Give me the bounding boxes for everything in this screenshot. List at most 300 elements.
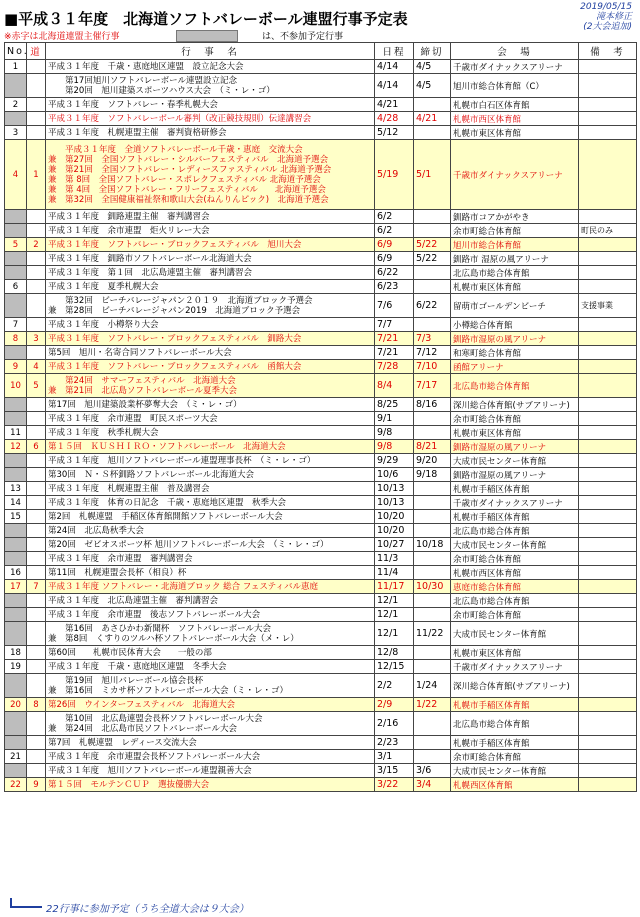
cell-no xyxy=(5,112,27,126)
cell-no: 22 xyxy=(5,778,27,792)
cell-no xyxy=(5,524,27,538)
cell-event: 第7回 札幌連盟 レディース交流大会 xyxy=(46,736,375,750)
table-row xyxy=(5,566,637,580)
cell-date: 10/27 xyxy=(375,538,414,552)
table-row xyxy=(5,538,637,552)
header-notes: 備 考 xyxy=(579,43,637,60)
table-row xyxy=(5,608,637,622)
cell-venue: 和寒町総合体育館 xyxy=(451,346,579,360)
cell-event: 平成３１年度 北広島連盟主催 審判講習会 xyxy=(46,594,375,608)
cell-deadline: 7/12 xyxy=(414,346,451,360)
cell-notes xyxy=(579,346,637,360)
cell-no xyxy=(5,764,27,778)
cell-deadline xyxy=(414,750,451,764)
cell-do: 3 xyxy=(27,332,46,346)
cell-venue: 大成市民センター体育館 xyxy=(451,454,579,468)
cell-no: 19 xyxy=(5,660,27,674)
cell-date: 7/7 xyxy=(375,318,414,332)
cell-deadline xyxy=(414,412,451,426)
cell-do: 8 xyxy=(27,698,46,712)
cell-date: 5/19 xyxy=(375,140,414,210)
cell-venue: 札幌市白石区体育館 xyxy=(451,98,579,112)
cell-notes xyxy=(579,318,637,332)
cell-no xyxy=(5,224,27,238)
cell-event: 平成３１年度 余市連盟会長杯ソフトバレーボール大会 xyxy=(46,750,375,764)
cell-venue: 大成市民センター体育館 xyxy=(451,538,579,552)
cell-do xyxy=(27,60,46,74)
cell-deadline: 11/22 xyxy=(414,622,451,646)
cell-no: 8 xyxy=(5,332,27,346)
table-row xyxy=(5,332,637,346)
cell-venue: 札幌市東区体育館 xyxy=(451,646,579,660)
cell-date: 6/23 xyxy=(375,280,414,294)
cell-date: 10/6 xyxy=(375,468,414,482)
cell-no: 9 xyxy=(5,360,27,374)
cell-event: 平成３１年度 ソフトバレー・春季札幌大会 xyxy=(46,98,375,112)
schedule-table xyxy=(4,42,637,792)
table-body xyxy=(5,60,637,792)
table-row xyxy=(5,698,637,712)
cell-venue: 札幌市手稲区体育館 xyxy=(451,482,579,496)
cell-no xyxy=(5,266,27,280)
cell-no: 7 xyxy=(5,318,27,332)
cell-no xyxy=(5,468,27,482)
cell-date: 6/9 xyxy=(375,252,414,266)
cell-no: 18 xyxy=(5,646,27,660)
header-do: 道 xyxy=(27,43,46,60)
revision-note: (2大会追加) xyxy=(583,22,632,32)
cell-no xyxy=(5,538,27,552)
cell-deadline xyxy=(414,224,451,238)
cell-event: 平成３１年度 余市連盟 後志ソフトバレーボール大会 xyxy=(46,608,375,622)
cell-no xyxy=(5,608,27,622)
cell-deadline: 4/5 xyxy=(414,74,451,98)
cell-do: 6 xyxy=(27,440,46,454)
cell-event: 第2回 札幌連盟 手稲区体育館開館ソフトバレーボール大会 xyxy=(46,510,375,524)
header-venue: 会 場 xyxy=(451,43,579,60)
cell-event: 第10回 北広島連盟会長杯ソフトバレーボール大会 兼 第24回 北広島市民ソフトバレーボール大会 xyxy=(46,712,375,736)
cell-venue: 留萌市ゴールデンビーチ xyxy=(451,294,579,318)
cell-no xyxy=(5,210,27,224)
cell-deadline xyxy=(414,608,451,622)
table-row xyxy=(5,360,637,374)
cell-no: 20 xyxy=(5,698,27,712)
cell-event: 平成３１年度 ソフトバレーボール審判（改正競技規則）伝達講習会 xyxy=(46,112,375,126)
cell-venue: 余市町総合体育館 xyxy=(451,412,579,426)
cell-deadline: 7/10 xyxy=(414,360,451,374)
cell-notes xyxy=(579,454,637,468)
cell-deadline xyxy=(414,510,451,524)
cell-do: 1 xyxy=(27,140,46,210)
cell-deadline: 3/6 xyxy=(414,764,451,778)
cell-date: 4/14 xyxy=(375,60,414,74)
cell-event: 平成３１年度 小樽祭り大会 xyxy=(46,318,375,332)
cell-notes xyxy=(579,374,637,398)
cell-deadline xyxy=(414,98,451,112)
cell-date: 9/1 xyxy=(375,412,414,426)
cell-date: 7/21 xyxy=(375,332,414,346)
table-row xyxy=(5,140,637,210)
cell-venue: 釧路市湿原の風アリーナ xyxy=(451,440,579,454)
table-row xyxy=(5,764,637,778)
footer-text: 22行事に参加予定（うち全道大会は９大会） xyxy=(46,904,249,915)
cell-no: 1 xyxy=(5,60,27,74)
table-row xyxy=(5,426,637,440)
cell-venue: 千歳市ダイナックスアリーナ xyxy=(451,660,579,674)
cell-do xyxy=(27,468,46,482)
cell-do: 7 xyxy=(27,580,46,594)
cell-no: 5 xyxy=(5,238,27,252)
cell-no xyxy=(5,454,27,468)
cell-do xyxy=(27,224,46,238)
cell-event: 第１５回 ＫＵＳＨＩＲＯ・ソフトバレーボール 北海道大会 xyxy=(46,440,375,454)
cell-venue: 余市町総合体育館 xyxy=(451,224,579,238)
cell-deadline: 5/22 xyxy=(414,252,451,266)
table-row xyxy=(5,594,637,608)
cell-deadline: 8/16 xyxy=(414,398,451,412)
cell-venue: 釧路市 湿原の風アリーナ xyxy=(451,252,579,266)
cell-no: 4 xyxy=(5,140,27,210)
cell-do xyxy=(27,126,46,140)
cell-notes xyxy=(579,332,637,346)
cell-date: 12/1 xyxy=(375,608,414,622)
cell-notes xyxy=(579,538,637,552)
cell-do xyxy=(27,426,46,440)
cell-deadline: 10/30 xyxy=(414,580,451,594)
table-row xyxy=(5,280,637,294)
cell-deadline xyxy=(414,712,451,736)
cell-venue: 北広島市総合体育館 xyxy=(451,266,579,280)
cell-venue: 札幌市西区体育館 xyxy=(451,566,579,580)
cell-venue: 北広島市総合体育館 xyxy=(451,712,579,736)
cell-no xyxy=(5,294,27,318)
cell-venue: 釧路市湿原の風アリーナ xyxy=(451,468,579,482)
cell-deadline: 1/22 xyxy=(414,698,451,712)
cell-venue: 札幌市東区体育館 xyxy=(451,426,579,440)
cell-notes xyxy=(579,510,637,524)
cell-venue: 札幌市東区体育館 xyxy=(451,280,579,294)
cell-venue: 札幌西区体育館 xyxy=(451,778,579,792)
cell-notes xyxy=(579,126,637,140)
footer-note xyxy=(4,900,249,915)
cell-deadline xyxy=(414,496,451,510)
cell-date: 10/20 xyxy=(375,510,414,524)
table-row xyxy=(5,482,637,496)
cell-venue: 余市町総合体育館 xyxy=(451,552,579,566)
cell-date: 6/22 xyxy=(375,266,414,280)
cell-venue: 千歳市ダイナックスアリーナ xyxy=(451,140,579,210)
cell-do xyxy=(27,552,46,566)
cell-date: 3/22 xyxy=(375,778,414,792)
table-row xyxy=(5,646,637,660)
cell-deadline xyxy=(414,552,451,566)
cell-deadline xyxy=(414,318,451,332)
cell-notes xyxy=(579,98,637,112)
cell-venue: 千歳市ダイナックスアリーナ xyxy=(451,496,579,510)
cell-event: 平成３１年度 ソフトバレー・ブロックフェスティバル 旭川大会 xyxy=(46,238,375,252)
table-row xyxy=(5,346,637,360)
cell-notes xyxy=(579,764,637,778)
cell-event: 平成３１年度 ソフトバレー・ブロックフェスティバル 函館大会 xyxy=(46,360,375,374)
cell-event: 第32回 ビーチバレージャパン２０１９ 北海道ブロック予選会 兼 第28回 ビーチバレージャパン2019 北海道ブロック予選会 xyxy=(46,294,375,318)
cell-do xyxy=(27,496,46,510)
cell-venue: 釧路市コアかがやき xyxy=(451,210,579,224)
arrow-icon xyxy=(10,898,42,908)
cell-deadline: 5/1 xyxy=(414,140,451,210)
cell-notes xyxy=(579,252,637,266)
cell-date: 2/2 xyxy=(375,674,414,698)
table-row xyxy=(5,266,637,280)
cell-deadline: 4/21 xyxy=(414,112,451,126)
table-row xyxy=(5,622,637,646)
cell-no xyxy=(5,674,27,698)
cell-venue: 深川総合体育館(サブアリーナ) xyxy=(451,398,579,412)
cell-event: 平成３１年度 余市連盟 町民スポーツ大会 xyxy=(46,412,375,426)
cell-event: 第30回 Ｎ・Ｓ杯釧路ソフトバレーボール北海道大会 xyxy=(46,468,375,482)
cell-event: 平成３１年度 札幌連盟主催 審判資格研修会 xyxy=(46,126,375,140)
cell-venue: 千歳市ダイナックスアリーナ xyxy=(451,60,579,74)
cell-venue: 札幌市西区体育館 xyxy=(451,112,579,126)
cell-deadline: 5/22 xyxy=(414,238,451,252)
cell-event: 第60回 札幌市民体育大会 一般の部 xyxy=(46,646,375,660)
cell-deadline: 4/5 xyxy=(414,60,451,74)
cell-event: 第19回 旭川バレーボール協会長杯 兼 第16回 ミカサ杯ソフトバレーボール大会（ミ・レ・ゴ） xyxy=(46,674,375,698)
cell-deadline: 1/24 xyxy=(414,674,451,698)
cell-no xyxy=(5,412,27,426)
table-header-row xyxy=(5,43,637,60)
cell-deadline xyxy=(414,426,451,440)
cell-no xyxy=(5,552,27,566)
cell-do xyxy=(27,660,46,674)
cell-no: 21 xyxy=(5,750,27,764)
cell-deadline: 9/20 xyxy=(414,454,451,468)
cell-date: 12/15 xyxy=(375,660,414,674)
cell-notes xyxy=(579,674,637,698)
cell-no: 15 xyxy=(5,510,27,524)
legend-gray-swatch xyxy=(176,30,238,42)
cell-notes xyxy=(579,622,637,646)
table-row xyxy=(5,318,637,332)
cell-venue: 函館アリーナ xyxy=(451,360,579,374)
cell-do xyxy=(27,294,46,318)
cell-event: 第17回 旭川建築設業杯夢奪大会 （ミ・レ・ゴ） xyxy=(46,398,375,412)
cell-venue: 北広島市総合体育館 xyxy=(451,524,579,538)
cell-event: 平成３１年度 釧路市ソフトバレーボール北海道大会 xyxy=(46,252,375,266)
table-row xyxy=(5,736,637,750)
cell-no xyxy=(5,74,27,98)
cell-date: 10/13 xyxy=(375,496,414,510)
cell-notes xyxy=(579,496,637,510)
cell-notes xyxy=(579,608,637,622)
cell-do xyxy=(27,454,46,468)
cell-event: 平成３１年度 ソフトバレー・ブロックフェスティバル 釧路大会 xyxy=(46,332,375,346)
cell-date: 3/1 xyxy=(375,750,414,764)
cell-date: 12/8 xyxy=(375,646,414,660)
cell-do xyxy=(27,736,46,750)
table-row xyxy=(5,524,637,538)
cell-do xyxy=(27,98,46,112)
table-row xyxy=(5,98,637,112)
cell-notes xyxy=(579,736,637,750)
cell-event: 第16回 あさひかわ新聞杯 ソフトバレーボール大会 兼 第8回 くすりのツルハ杯ソフトバレーボール大会（メ・レ） xyxy=(46,622,375,646)
cell-do xyxy=(27,398,46,412)
cell-venue: 大成市民センター体育館 xyxy=(451,764,579,778)
cell-no xyxy=(5,398,27,412)
legend-red-note: ※赤字は北海道連盟主催行事 xyxy=(4,32,120,42)
cell-deadline: 9/18 xyxy=(414,468,451,482)
table-row xyxy=(5,660,637,674)
cell-notes xyxy=(579,210,637,224)
cell-event: 第17回旭川ソフトバレーボール連盟設立記念 第20回 旭川建築スポーツハウス大会 （ミ・レ・ゴ） xyxy=(46,74,375,98)
cell-no xyxy=(5,252,27,266)
cell-date: 8/4 xyxy=(375,374,414,398)
table-row xyxy=(5,294,637,318)
cell-no xyxy=(5,736,27,750)
cell-venue: 旭川市総合体育館（C） xyxy=(451,74,579,98)
cell-event: 平成３１年度 余市連盟 炬火リレー大会 xyxy=(46,224,375,238)
cell-deadline xyxy=(414,210,451,224)
cell-venue: 札幌市手稲区体育館 xyxy=(451,736,579,750)
cell-event: 平成３１年度 旭川ソフトバレーボール連盟理事長杯 （ミ・レ・ゴ） xyxy=(46,454,375,468)
cell-notes xyxy=(579,552,637,566)
cell-date: 4/28 xyxy=(375,112,414,126)
table-row xyxy=(5,510,637,524)
cell-venue: 恵庭市総合体育館 xyxy=(451,580,579,594)
cell-notes xyxy=(579,74,637,98)
cell-date: 6/9 xyxy=(375,238,414,252)
cell-do xyxy=(27,346,46,360)
cell-no: 17 xyxy=(5,580,27,594)
cell-do xyxy=(27,764,46,778)
cell-date: 10/13 xyxy=(375,482,414,496)
cell-event: 平成３１年度 余市連盟 審判講習会 xyxy=(46,552,375,566)
cell-deadline: 8/21 xyxy=(414,440,451,454)
cell-deadline: 3/4 xyxy=(414,778,451,792)
cell-event: 平成３１年度 秋季札幌大会 xyxy=(46,426,375,440)
cell-date: 7/28 xyxy=(375,360,414,374)
cell-venue: 旭川市総合体育館 xyxy=(451,238,579,252)
table-row xyxy=(5,74,637,98)
cell-event: 第11回 札幌連盟会長杯（相良）杯 xyxy=(46,566,375,580)
cell-notes xyxy=(579,698,637,712)
cell-notes xyxy=(579,660,637,674)
cell-do xyxy=(27,210,46,224)
cell-event: 第１５回 モルテンＣＵＰ 選抜優勝大会 xyxy=(46,778,375,792)
header-deadline: 締切 xyxy=(414,43,451,60)
cell-venue: 小樽総合体育館 xyxy=(451,318,579,332)
cell-do: 9 xyxy=(27,778,46,792)
table-row xyxy=(5,674,637,698)
page-title: ■平成３１年度 北海道ソフトバレーボール連盟行事予定表 xyxy=(4,10,408,28)
cell-deadline xyxy=(414,280,451,294)
cell-do xyxy=(27,538,46,552)
cell-venue: 余市町総合体育館 xyxy=(451,608,579,622)
cell-deadline: 7/3 xyxy=(414,332,451,346)
cell-event: 平成３１年度 札幌連盟主催 普及講習会 xyxy=(46,482,375,496)
cell-notes xyxy=(579,60,637,74)
table-row xyxy=(5,496,637,510)
cell-date: 4/14 xyxy=(375,74,414,98)
cell-do xyxy=(27,622,46,646)
cell-no xyxy=(5,622,27,646)
table-row xyxy=(5,712,637,736)
cell-no: 6 xyxy=(5,280,27,294)
cell-date: 9/8 xyxy=(375,440,414,454)
cell-do: 5 xyxy=(27,374,46,398)
cell-notes xyxy=(579,140,637,210)
header-date: 日程 xyxy=(375,43,414,60)
cell-venue: 北広島市総合体育館 xyxy=(451,594,579,608)
cell-notes xyxy=(579,594,637,608)
cell-event: 平成３１年度 体育の日記念 千歳・恵庭地区連盟 秋季大会 xyxy=(46,496,375,510)
cell-date: 6/2 xyxy=(375,224,414,238)
cell-no xyxy=(5,712,27,736)
legend xyxy=(4,29,636,41)
cell-date: 7/6 xyxy=(375,294,414,318)
cell-do xyxy=(27,266,46,280)
cell-no: 12 xyxy=(5,440,27,454)
cell-notes xyxy=(579,482,637,496)
cell-do xyxy=(27,280,46,294)
cell-notes xyxy=(579,238,637,252)
table-row xyxy=(5,238,637,252)
cell-event: 第5回 旭川・名寄合同ソフトバレーボール大会 xyxy=(46,346,375,360)
cell-deadline xyxy=(414,646,451,660)
table-row xyxy=(5,398,637,412)
cell-deadline xyxy=(414,266,451,280)
cell-event: 平成３１年度 第１回 北広島連盟主催 審判講習会 xyxy=(46,266,375,280)
cell-date: 9/29 xyxy=(375,454,414,468)
cell-do: 4 xyxy=(27,360,46,374)
cell-do xyxy=(27,674,46,698)
cell-notes xyxy=(579,524,637,538)
table-row xyxy=(5,552,637,566)
cell-do xyxy=(27,566,46,580)
cell-deadline xyxy=(414,566,451,580)
cell-do xyxy=(27,112,46,126)
cell-notes xyxy=(579,712,637,736)
cell-event: 平成３１年度 ソフトバレー・北海道ブロック 総合 フェスティバル恵庭 xyxy=(46,580,375,594)
cell-venue: 札幌市手稲区体育館 xyxy=(451,510,579,524)
cell-notes: 町民のみ xyxy=(579,224,637,238)
cell-date: 2/23 xyxy=(375,736,414,750)
cell-no: 10 xyxy=(5,374,27,398)
cell-do xyxy=(27,524,46,538)
cell-deadline: 7/17 xyxy=(414,374,451,398)
table-row xyxy=(5,440,637,454)
cell-do xyxy=(27,510,46,524)
legend-gray-note: は、不参加予定行事 xyxy=(262,32,344,42)
cell-do xyxy=(27,482,46,496)
revision-author: 滝本修正 xyxy=(595,12,632,22)
table-row xyxy=(5,778,637,792)
cell-date: 3/15 xyxy=(375,764,414,778)
table-row xyxy=(5,112,637,126)
cell-venue: 釧路市湿原の風アリーナ xyxy=(451,332,579,346)
cell-event: 第26回 ウインターフェスティバル 北海道大会 xyxy=(46,698,375,712)
cell-notes xyxy=(579,580,637,594)
cell-do xyxy=(27,608,46,622)
table-row xyxy=(5,374,637,398)
cell-do xyxy=(27,750,46,764)
cell-no: 14 xyxy=(5,496,27,510)
cell-date: 8/25 xyxy=(375,398,414,412)
cell-deadline xyxy=(414,736,451,750)
cell-date: 7/21 xyxy=(375,346,414,360)
cell-notes xyxy=(579,646,637,660)
cell-do xyxy=(27,412,46,426)
cell-date: 10/20 xyxy=(375,524,414,538)
